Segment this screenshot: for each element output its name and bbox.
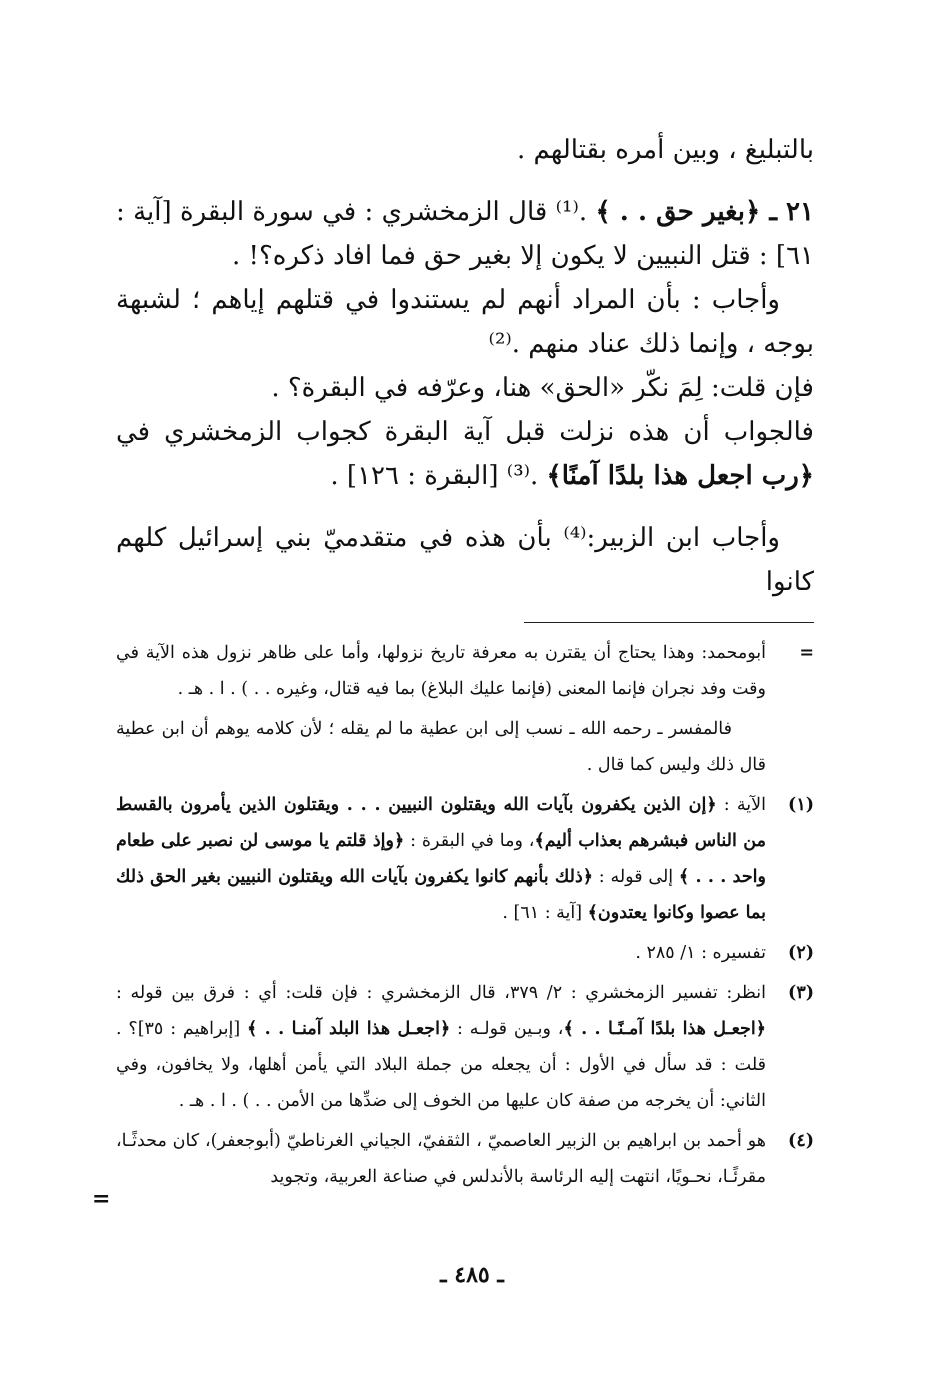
paragraph-5-end: .⁽³⁾ [البقرة : ١٢٦] . xyxy=(330,461,547,491)
footnote-3-number: (٣) xyxy=(788,983,814,1003)
paragraph-5-text: فالجواب أن هذه نزلت قبل آية البقرة كجواب الزمخشري في xyxy=(116,417,814,447)
continuation-mark: = xyxy=(799,643,814,663)
footnote-3-e: [إبراهيم : ٣٥]؟ . قلت : قد سأل في الأول : أن يجعله من جملة البلاد التي يأمن أهلها، ولا يخافون، وفي الثاني: أن يخرجه من صفة كان عليها من الخوف إلى ضدِّها من الأمن . . ) . ا . هـ . xyxy=(116,1019,766,1111)
footnote-3 xyxy=(116,975,814,1119)
footnote-1-quote-2: ﴿وإذ قلتم يا موسى لن نصبر على طعام واحد . . . ﴾ xyxy=(116,831,766,887)
footnote-4 xyxy=(116,1123,814,1195)
quran-quote: ﴿رب اجعل هذا بلدًا آمنًا﴾ xyxy=(546,461,814,491)
footnote-1-a: الآية : xyxy=(716,795,766,815)
footnote-continuation xyxy=(116,635,814,707)
main-text xyxy=(116,128,814,604)
continuation-text-1: أبومحمد: وهذا يحتاج أن يقترن به معرفة تاريخ نزولها، وأما على ظاهر نزول هذه الآية في وقت وفد نجران فإنما المعنى (فإنما عليك البلاغ) بما فيه قتال، وغيره . . ) . ا . هـ . xyxy=(116,643,766,699)
footnote-2 xyxy=(116,935,814,971)
footnote-continuation-2 xyxy=(116,711,814,783)
paragraph-5 xyxy=(116,410,814,498)
footnote-3-c: ، وبـين قولـه : xyxy=(450,1019,564,1039)
footnote-1-quote-3: ﴿ذلك بأنهم كانوا يكفرون بآيات الله ويقتلون النبيين بغير الحق ذلك بما عصوا وكانوا يعتدون﴾ xyxy=(116,867,766,923)
page-number: ـ ٤٨٥ ـ xyxy=(440,1262,504,1288)
footnote-4-number: (٤) xyxy=(788,1131,814,1151)
footnotes xyxy=(116,635,814,1195)
footnote-1-g: [آية : ٦١] . xyxy=(502,903,588,923)
paragraph-2 xyxy=(116,190,814,278)
heading-21: ٢١ ـ ﴿بغير حق . . ﴾ xyxy=(595,197,814,227)
continuation-mark-end: = xyxy=(92,1186,111,1212)
paragraph-4: فإن قلت: لِمَ نكّر «الحق» هنا، وعرّفه في البقرة؟ . xyxy=(271,373,814,403)
footnote-divider xyxy=(524,622,814,623)
paragraph-3: وأجاب : بأن المراد أنهم لم يستندوا في قتلهم إياهم ؛ لشبهة بوجه ، وإنما ذلك عناد منهم .⁽²⁾ xyxy=(116,285,814,359)
footnote-2-number: (٢) xyxy=(788,943,814,963)
footnote-1-c: ، وما في البقرة : xyxy=(404,831,535,851)
paragraph-2-text: .⁽¹⁾ قال الزمخشري : في سورة البقرة [آية : ٦١] : قتل النبيين لا يكون إلا بغير حق فما افاد ذكره؟! . xyxy=(116,197,814,271)
footnote-1 xyxy=(116,787,814,931)
footnote-3-a: انظر: تفسير الزمخشري : ٢/ ٣٧٩، قال الزمخشري : فإن قلت: أي : فرق بين قوله : xyxy=(116,983,766,1003)
footnote-3-quote-1: ﴿اجعـل هذا بلدًا آمـنًـا . . ﴾ xyxy=(563,1019,766,1039)
footnote-1-e: إلى قوله : xyxy=(593,867,679,887)
footnote-1-number: (١) xyxy=(788,795,814,815)
paragraph-6: وأجاب ابن الزبير:⁽⁴⁾ بأن هذه في متقدميّ بني إسرائيل كلهم كانوا xyxy=(116,523,814,597)
continuation-text-2: فالمفسر ـ رحمه الله ـ نسب إلى ابن عطية ما لم يقله ؛ لأن كلامه يوهم أن ابن عطية قال ذلك وليس كما قال . xyxy=(116,719,766,775)
paragraph-1: بالتبليغ ، وبين أمره بقتالهم . xyxy=(517,135,814,165)
footnote-3-quote-2: ﴿اجعـل هذا البلد آمنـا . . ﴾ xyxy=(247,1019,451,1039)
footnote-1-quote-1: ﴿إن الذين يكفرون بآيات الله ويقتلون النبيين . . . ويقتلون الذين يأمرون بالقسط من الناس فبشرهم بعذاب أليم﴾ xyxy=(116,795,766,851)
footnote-2-text: تفسيره : ١/ ٢٨٥ . xyxy=(635,943,766,963)
footnote-4-text: هو أحمد بن ابراهيم بن الزبير العاصميّ ، الثقفيّ، الجياني الغرناطيّ (أبوجعفر)، كان محدثًـا، مقرئًـا، نحـويًا، انتهت إليه الرئاسة بالأندلس في صناعة العربية، وتجويد xyxy=(116,1131,766,1187)
